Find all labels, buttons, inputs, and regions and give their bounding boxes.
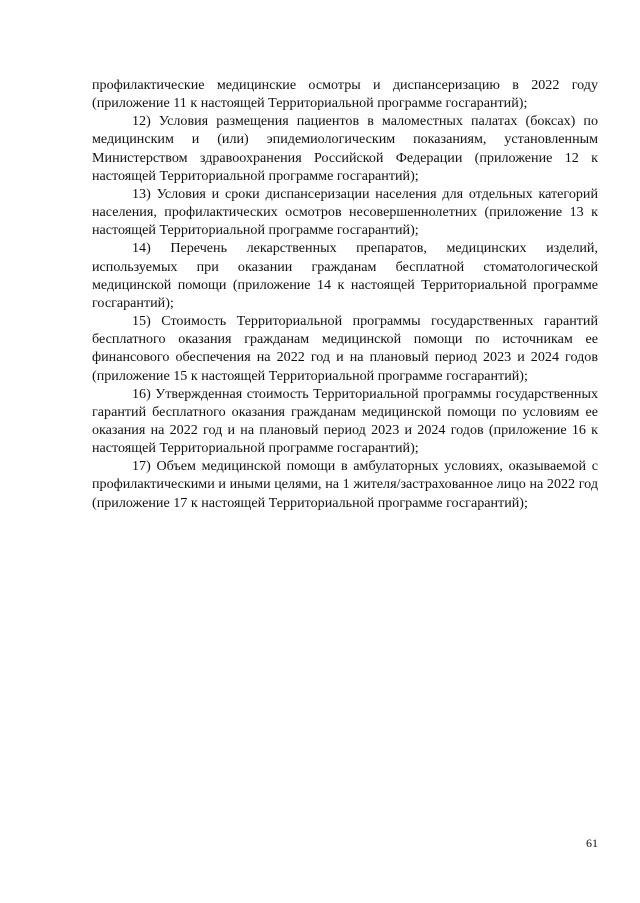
paragraph-item-17: 17) Объем медицинской помощи в амбулаторных условиях, оказываемой с профилактическими и иными целями, на 1 жителя/застрахованное лицо на 2022 год (приложение 17 к настоящей Территориальной программе госгарантий);: [92, 458, 598, 511]
paragraph-item-13: 13) Условия и сроки диспансеризации населения для отдельных категорий населения, профилактических осмотров несовершеннолетних (приложение 13 к настоящей Территориальной программе госгарантий);: [92, 185, 598, 239]
paragraph-item-14: 14) Перечень лекарственных препаратов, медицинских изделий, используемых при оказании гражданам бесплатной стоматологической медицинской помощи (приложение 14 к настоящей Территориальной программе госгарантий);: [92, 240, 598, 311]
document-body: [92, 76, 598, 512]
paragraph-item-12: 12) Условия размещения пациентов в маломестных палатах (боксах) по медицинским и (или) эпидемиологическим показаниям, установленным Министерством здравоохранения Российской Федерации (приложение 12 к настоящей Территориальной программе госгарантий);: [92, 113, 598, 184]
paragraph-continuation: профилактические медицинские осмотры и диспансеризацию в 2022 году (приложение 11 к настоящей Территориальной программе госгарантий);: [92, 77, 598, 112]
paragraph-item-16: 16) Утвержденная стоимость Территориальной программы государственных гарантий бесплатного оказания гражданам медицинской помощи по условиям ее оказания на 2022 год и на плановый период 2023 и 2024 годов (приложение 16 к настоящей Территориальной программе госгарантий);: [92, 385, 598, 457]
paragraph-item-15: 15) Стоимость Территориальной программы государственных гарантий бесплатного оказания гражданам медицинской помощи по источникам ее финансового обеспечения на 2022 год и на плановый период 2023 и 2024 годов (приложение 15 к настоящей Территориальной программе госгарантий);: [92, 313, 598, 384]
page-number: 61: [586, 836, 598, 850]
